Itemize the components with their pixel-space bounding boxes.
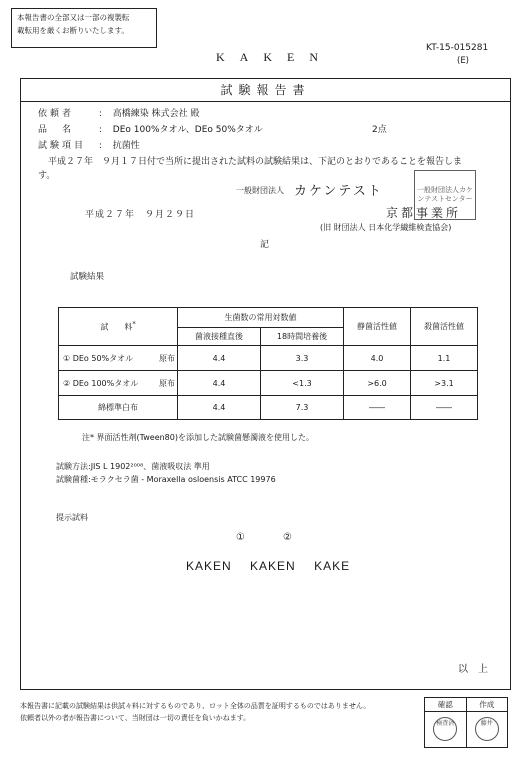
official-stamp: 一般財団法人カケンテストセンター xyxy=(414,170,476,220)
header-sample xyxy=(59,308,178,346)
sample-logo-2: KAKEN xyxy=(250,559,296,573)
results-label: 試験結果 xyxy=(70,272,105,282)
issuer-org-name: カケンテスト xyxy=(294,184,383,199)
sig-confirm-header: 確認 xyxy=(425,698,467,712)
copy-notice-line2: 載転用を厳くお断りいたします。 xyxy=(17,26,129,35)
presented-sample-label: 提示試料 xyxy=(56,513,88,522)
results-table xyxy=(58,307,478,420)
intro-text: 平成２７年 ９月１７日付で当所に提出された試料の試験結果は、下記のとおりであることを報告します。 xyxy=(38,157,463,181)
sig-prepare-cell xyxy=(466,712,508,748)
product-count: 2点 xyxy=(372,125,387,135)
table-row xyxy=(59,371,478,396)
sample-logo-1: KAKEN xyxy=(186,559,232,573)
header-sample-note: * xyxy=(132,320,136,329)
row-h18: 3.3 xyxy=(261,346,344,371)
prepare-seal: 藤井 xyxy=(475,717,499,741)
table-footnote: 注* 界面活性剤(Tween80)を添加した試験菌懸濁液を使用した。 xyxy=(82,433,314,442)
row-h18: <1.3 xyxy=(261,371,344,396)
row-cidal: >3.1 xyxy=(411,371,478,396)
row-sample: ① DEo 50%タオル xyxy=(59,346,158,371)
row-inoc: 4.4 xyxy=(178,371,261,396)
disclaimer-line2: 依頼者以外の者が報告書について、当財団は一切の責任を負いかねます。 xyxy=(20,714,251,722)
report-suffix: (E) xyxy=(457,56,470,66)
row-kind: 原布 xyxy=(157,346,177,371)
header-bactericidal: 殺菌活性値 xyxy=(411,308,478,346)
signature-table xyxy=(424,697,508,748)
row-sample: 綿標準白布 xyxy=(59,396,178,420)
colon: : xyxy=(98,125,102,135)
product-value: DEo 100%タオル、DEo 50%タオル xyxy=(112,125,263,135)
test-item-value: 抗菌性 xyxy=(112,141,140,151)
colon: : xyxy=(98,109,102,119)
row-static: 4.0 xyxy=(344,346,411,371)
row-inoc: 4.4 xyxy=(178,346,261,371)
sample-logo-strip xyxy=(186,559,350,573)
table-row xyxy=(59,346,478,371)
sig-prepare-header: 作成 xyxy=(466,698,508,712)
sample-mark-1: ① xyxy=(236,532,245,543)
header-bacteriostatic: 静菌活性値 xyxy=(344,308,411,346)
kaken-logo: KAKEN xyxy=(216,50,333,64)
sample-mark-2: ② xyxy=(283,532,292,543)
copy-notice-line1: 本報告書の全部又は一部の複製転 xyxy=(17,13,130,22)
ki-mark: 記 xyxy=(260,240,270,250)
row-kind: 原布 xyxy=(157,371,177,396)
test-method-line1: 試験方法:JIS L 1902²⁰⁰⁸、菌液吸収法 準用 xyxy=(56,462,210,471)
row-h18: 7.3 xyxy=(261,396,344,420)
row-static: >6.0 xyxy=(344,371,411,396)
header-log-group: 生菌数の常用対数値 xyxy=(178,308,344,328)
product-row xyxy=(38,124,263,137)
test-item-label: 試験項目 xyxy=(38,141,87,151)
table-row xyxy=(59,396,478,420)
report-title: 試験報告書 xyxy=(20,78,511,102)
report-number: KT-15-015281 xyxy=(426,43,489,53)
row-cidal: 1.1 xyxy=(411,346,478,371)
client-label: 依頼者 xyxy=(38,109,75,119)
client-value: 高橋練染 株式会社 殿 xyxy=(112,109,200,119)
test-method xyxy=(56,460,276,486)
colon: : xyxy=(98,141,102,151)
row-static: ―― xyxy=(344,396,411,420)
confirm-seal: 検査済 xyxy=(433,717,457,741)
disclaimer-line1: 本報告書に記載の試験結果は供試々料に対するものであり、ロット全体の品質を証明するものではありません。 xyxy=(20,702,371,710)
row-cidal: ―― xyxy=(411,396,478,420)
header-sample-text: 試 料 xyxy=(100,322,133,332)
end-mark: 以上 xyxy=(458,664,498,675)
issuer-former-name: (旧 財団法人 日本化学繊維検査協会) xyxy=(320,223,452,232)
row-sample: ② DEo 100%タオル xyxy=(59,371,158,396)
header-after-18h: 18時間培養後 xyxy=(261,328,344,346)
copy-notice-box xyxy=(11,8,157,48)
test-item-row xyxy=(38,140,140,153)
sig-confirm-cell xyxy=(425,712,467,748)
row-inoc: 4.4 xyxy=(178,396,261,420)
issuer-org-type: 一般財団法人 xyxy=(236,186,284,195)
client-row xyxy=(38,108,200,121)
disclaimer xyxy=(20,700,415,724)
test-method-line2: 試験菌種:モラクセラ菌 - Moraxella osloensis ATCC 19976 xyxy=(56,475,276,484)
product-label: 品 名 xyxy=(38,125,75,135)
sample-logo-3: KAKE xyxy=(314,559,351,573)
report-date: 平成２７年 ９月２９日 xyxy=(85,210,196,220)
issuer-branch: 京都事業所 xyxy=(386,206,462,220)
header-after-inoculation: 菌液接種直後 xyxy=(178,328,261,346)
